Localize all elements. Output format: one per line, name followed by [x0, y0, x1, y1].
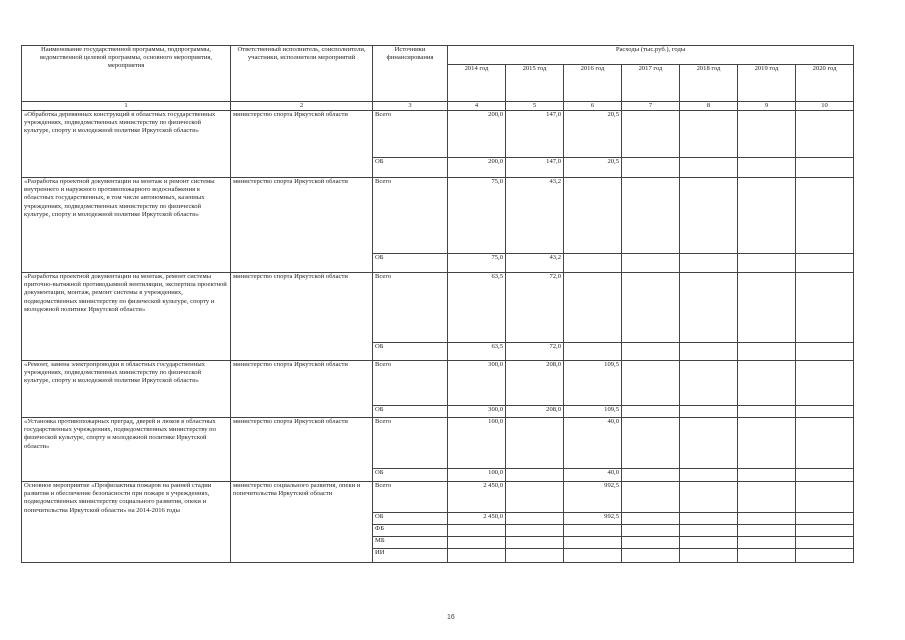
amount-cell [738, 111, 796, 158]
funding-source: Всего [373, 418, 448, 469]
amount-cell: 43,2 [506, 178, 564, 254]
amount-cell [506, 513, 564, 525]
amount-cell [738, 482, 796, 513]
column-number: 8 [680, 102, 738, 111]
column-number: 6 [564, 102, 622, 111]
header-row [22, 46, 854, 65]
header-source: Источники финансирования [373, 46, 448, 102]
amount-cell [506, 525, 564, 537]
amount-cell [506, 549, 564, 563]
amount-cell [680, 406, 738, 418]
amount-cell [680, 254, 738, 273]
amount-cell [738, 513, 796, 525]
amount-cell: 992,5 [564, 513, 622, 525]
amount-cell [796, 254, 854, 273]
funding-source: ОБ [373, 158, 448, 178]
column-number: 2 [231, 102, 373, 111]
amount-cell: 100,0 [448, 469, 506, 482]
header-year: 2020 год [796, 65, 854, 102]
amount-cell [796, 111, 854, 158]
amount-cell [796, 469, 854, 482]
amount-cell: 992,5 [564, 482, 622, 513]
header-year: 2014 год [448, 65, 506, 102]
amount-cell [796, 525, 854, 537]
amount-cell: 75,0 [448, 254, 506, 273]
amount-cell [622, 111, 680, 158]
activity-name: «Обработка деревянных конструкций в областных государственных учреждениях, подведомственных министерству по физической культуре, спорту и молодежной политике Иркутской области» [22, 111, 231, 178]
column-number: 5 [506, 102, 564, 111]
column-numbers-row [22, 102, 854, 111]
amount-cell: 20,5 [564, 158, 622, 178]
executor: министерство спорта Иркутской области [231, 418, 373, 482]
amount-cell [738, 406, 796, 418]
amount-cell [564, 254, 622, 273]
header-name: Наименование государственной программы, подпрограммы, ведомственной целевой программы, основного мероприятия, мероприятия [22, 46, 231, 102]
amount-cell: 208,0 [506, 406, 564, 418]
amount-cell [796, 482, 854, 513]
amount-cell [564, 273, 622, 343]
amount-cell [796, 549, 854, 563]
amount-cell [738, 469, 796, 482]
amount-cell [796, 361, 854, 406]
column-number: 9 [738, 102, 796, 111]
amount-cell [506, 537, 564, 549]
amount-cell [796, 343, 854, 361]
amount-cell: 109,5 [564, 406, 622, 418]
amount-cell [622, 361, 680, 406]
funding-source: ИИ [373, 549, 448, 563]
amount-cell [622, 273, 680, 343]
amount-cell: 63,5 [448, 273, 506, 343]
amount-cell: 109,5 [564, 361, 622, 406]
amount-cell [448, 525, 506, 537]
column-number: 7 [622, 102, 680, 111]
executor: министерство спорта Иркутской области [231, 361, 373, 418]
amount-cell: 2 450,0 [448, 482, 506, 513]
funding-source: ОБ [373, 469, 448, 482]
executor: министерство социального развития, опеки и попечительства Иркутской области [231, 482, 373, 563]
amount-cell [506, 418, 564, 469]
funding-source: Всего [373, 361, 448, 406]
header-year: 2016 год [564, 65, 622, 102]
table-body [22, 111, 854, 563]
amount-cell [796, 537, 854, 549]
amount-cell [622, 525, 680, 537]
funding-source: ОБ [373, 513, 448, 525]
funding-source: МБ [373, 537, 448, 549]
amount-cell [448, 537, 506, 549]
amount-cell: 40,0 [564, 418, 622, 469]
amount-cell [680, 513, 738, 525]
activity-name: «Разработка проектной документации на монтаж и ремонт системы внутреннего и наружного противопожарного водоснабжения в областных государственных, в том числе автономных, казенных учреждениях, подведомственных министерству по физической культуре, спорту и молодежной политике Иркутской области» [22, 178, 231, 273]
amount-cell [564, 525, 622, 537]
amount-cell [564, 343, 622, 361]
table-row [22, 361, 854, 406]
amount-cell: 72,0 [506, 343, 564, 361]
amount-cell [738, 254, 796, 273]
amount-cell [622, 254, 680, 273]
amount-cell [622, 406, 680, 418]
header-executor: Ответственный исполнитель, соисполнители, участники, исполнители мероприятий [231, 46, 373, 102]
amount-cell [564, 178, 622, 254]
amount-cell [680, 418, 738, 469]
amount-cell [622, 418, 680, 469]
amount-cell [738, 343, 796, 361]
amount-cell: 300,0 [448, 361, 506, 406]
table-row [22, 482, 854, 513]
funding-source: Всего [373, 111, 448, 158]
amount-cell: 200,0 [448, 158, 506, 178]
header-year: 2015 год [506, 65, 564, 102]
amount-cell: 75,0 [448, 178, 506, 254]
amount-cell [564, 537, 622, 549]
table-row [22, 273, 854, 343]
amount-cell: 43,2 [506, 254, 564, 273]
amount-cell: 63,5 [448, 343, 506, 361]
amount-cell [680, 343, 738, 361]
amount-cell [796, 158, 854, 178]
amount-cell [506, 469, 564, 482]
amount-cell [622, 469, 680, 482]
amount-cell: 208,0 [506, 361, 564, 406]
activity-name: «Ремонт, замена электропроводки в областных государственных учреждениях, подведомственных министерству по физической культуре, спорту и молодежной политике Иркутской области» [22, 361, 231, 418]
amount-cell [680, 361, 738, 406]
funding-source: Всего [373, 273, 448, 343]
amount-cell [680, 525, 738, 537]
amount-cell [680, 158, 738, 178]
amount-cell [680, 178, 738, 254]
amount-cell [796, 418, 854, 469]
amount-cell [622, 343, 680, 361]
amount-cell: 300,0 [448, 406, 506, 418]
column-number: 3 [373, 102, 448, 111]
header-expenses: Расходы (тыс.руб.), годы [448, 46, 854, 65]
amount-cell [622, 537, 680, 549]
amount-cell [738, 525, 796, 537]
funding-source: Всего [373, 178, 448, 254]
funding-source: ОБ [373, 254, 448, 273]
amount-cell [622, 158, 680, 178]
amount-cell [680, 273, 738, 343]
expenses-table [21, 45, 854, 563]
amount-cell [506, 482, 564, 513]
executor: министерство спорта Иркутской области [231, 178, 373, 273]
amount-cell: 100,0 [448, 418, 506, 469]
table-row [22, 178, 854, 254]
amount-cell: 20,5 [564, 111, 622, 158]
amount-cell [738, 273, 796, 343]
amount-cell [796, 513, 854, 525]
amount-cell [680, 482, 738, 513]
funding-source: ОБ [373, 406, 448, 418]
amount-cell [796, 406, 854, 418]
activity-name: Основное мероприятие «Профилактика пожаров на ранней стадии развития и обеспечение безопасности при пожаре в учреждениях, подведомственных министерству социального развития, опеки и попечительства Иркутской области» на 2014-2016 годы [22, 482, 231, 563]
amount-cell [796, 273, 854, 343]
amount-cell [738, 361, 796, 406]
amount-cell [738, 178, 796, 254]
activity-name: «Разработка проектной документации на монтаж, ремонт системы приточно-вытяжной противодымной вентиляции, экспертиза проектной документации, монтаж, ремонт системы в учреждениях, подведомственных министерству по физической культуре, спорту и молодежной политике Иркутской области» [22, 273, 231, 361]
amount-cell [738, 537, 796, 549]
amount-cell [564, 549, 622, 563]
executor: министерство спорта Иркутской области [231, 273, 373, 361]
amount-cell: 200,0 [448, 111, 506, 158]
funding-source: ФБ [373, 525, 448, 537]
amount-cell [680, 537, 738, 549]
amount-cell [738, 418, 796, 469]
amount-cell: 147,0 [506, 111, 564, 158]
amount-cell [680, 111, 738, 158]
activity-name: «Установка противопожарных преград, дверей и люков в областных государственных учреждениях, подведомственных министерству по физической культуре, спорту и молодежной политике Иркутской области» [22, 418, 231, 482]
column-number: 10 [796, 102, 854, 111]
table-row [22, 418, 854, 469]
amount-cell [680, 549, 738, 563]
amount-cell: 40,0 [564, 469, 622, 482]
header-year: 2018 год [680, 65, 738, 102]
page-number: 16 [447, 614, 455, 621]
executor: министерство спорта Иркутской области [231, 111, 373, 178]
amount-cell: 2 450,0 [448, 513, 506, 525]
amount-cell [680, 469, 738, 482]
amount-cell [622, 178, 680, 254]
column-number: 1 [22, 102, 231, 111]
funding-source: Всего [373, 482, 448, 513]
header-year: 2019 год [738, 65, 796, 102]
amount-cell: 72,0 [506, 273, 564, 343]
amount-cell [448, 549, 506, 563]
amount-cell [622, 482, 680, 513]
amount-cell [796, 178, 854, 254]
funding-source: ОБ [373, 343, 448, 361]
amount-cell [738, 549, 796, 563]
amount-cell [622, 549, 680, 563]
header-year: 2017 год [622, 65, 680, 102]
amount-cell: 147,0 [506, 158, 564, 178]
table-row [22, 111, 854, 158]
amount-cell [622, 513, 680, 525]
column-number: 4 [448, 102, 506, 111]
amount-cell [738, 158, 796, 178]
